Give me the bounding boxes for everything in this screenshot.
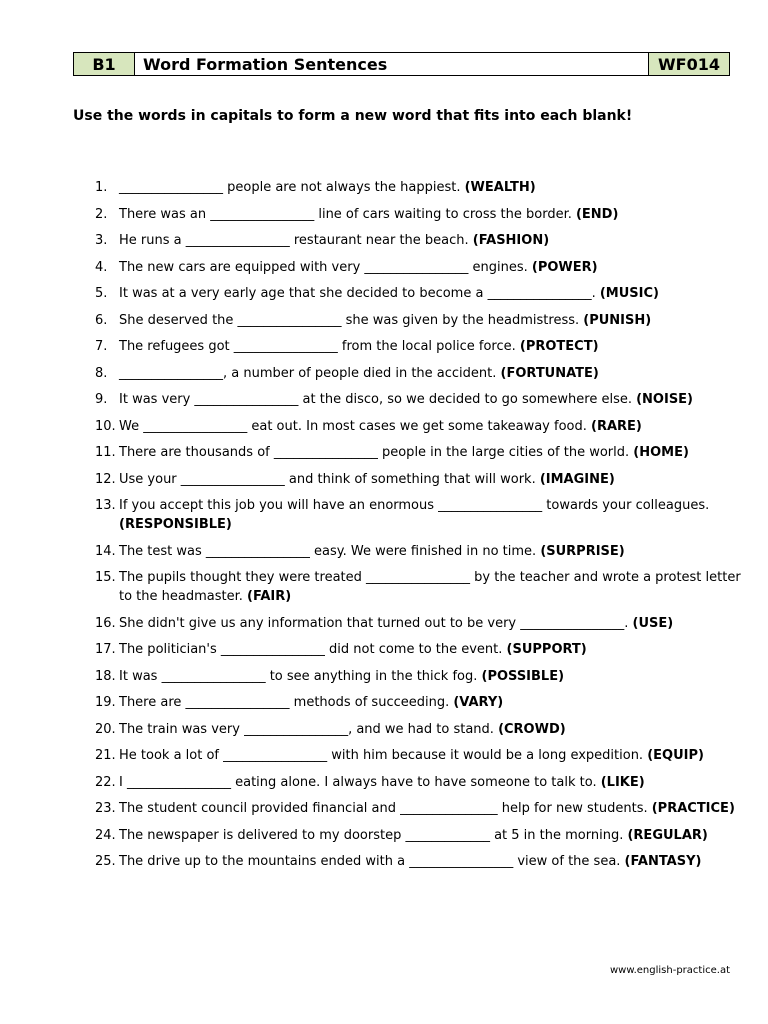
item-sentence [119, 205, 745, 224]
item-sentence [119, 693, 745, 712]
item-base-word: (PUNISH) [583, 312, 652, 328]
exercise-item [95, 337, 745, 356]
exercise-item [95, 746, 745, 765]
item-base-word: (SUPPORT) [506, 642, 587, 657]
item-base-word: (HOME) [633, 445, 689, 460]
item-sentence-text: The drive up to the mountains ended with a ________________ view of the sea. [119, 854, 625, 869]
worksheet-header [73, 52, 730, 76]
item-sentence [119, 258, 745, 277]
item-sentence [119, 390, 745, 409]
item-sentence-text: It was ________________ to see anything in the thick fog. [119, 668, 482, 684]
item-sentence-text: The new cars are equipped with very ________________ engines. [119, 259, 532, 275]
item-sentence [119, 443, 745, 462]
item-number: 10. [95, 418, 116, 434]
item-number: 5. [95, 286, 108, 301]
item-number: 17. [95, 642, 116, 657]
item-number: 22. [95, 774, 116, 790]
item-base-word: (END) [575, 206, 619, 222]
item-sentence [119, 614, 745, 633]
item-sentence-text: The politician's ________________ did not come to the event. [119, 642, 507, 657]
item-sentence [119, 311, 745, 330]
item-number: 2. [95, 206, 108, 222]
item-sentence-text: She deserved the ________________ she was given by the headmistress. [119, 312, 584, 328]
item-sentence-text: The pupils thought they were treated ________________ by the teacher and wrote a protest letter to the headmaster. [119, 570, 745, 604]
item-number: 14. [95, 543, 116, 559]
item-number: 3. [95, 233, 108, 248]
exercise-list [95, 178, 745, 879]
item-sentence-text: Use your ________________ and think of something that will work. [119, 471, 540, 487]
item-number: 24. [95, 827, 116, 843]
item-base-word: (PROTECT) [519, 339, 599, 354]
item-number: 20. [95, 721, 116, 737]
exercise-item [95, 364, 745, 383]
exercise-item [95, 178, 745, 197]
item-base-word: (USE) [632, 615, 674, 631]
exercise-item [95, 799, 745, 818]
exercise-item [95, 667, 745, 686]
item-base-word: (FANTASY) [624, 854, 702, 869]
item-base-word: (RESPONSIBLE) [119, 517, 232, 532]
item-sentence [119, 773, 745, 792]
item-number: 11. [95, 445, 116, 460]
item-sentence [119, 284, 745, 303]
item-number: 15. [95, 570, 116, 585]
item-sentence [119, 799, 745, 818]
item-sentence [119, 417, 745, 436]
exercise-item [95, 693, 745, 712]
item-sentence-text: The refugees got ________________ from the local police force. [119, 339, 520, 354]
item-sentence [119, 231, 745, 250]
item-base-word: (POWER) [531, 259, 598, 275]
item-sentence [119, 337, 745, 356]
exercise-item [95, 773, 745, 792]
item-base-word: (FAIR) [247, 589, 292, 604]
item-base-word: (WEALTH) [464, 180, 536, 195]
exercise-item [95, 568, 745, 606]
item-base-word: (MUSIC) [599, 286, 659, 301]
item-base-word: (PRACTICE) [651, 801, 735, 816]
item-number: 25. [95, 854, 116, 869]
item-sentence [119, 852, 745, 871]
level-badge: B1 [74, 53, 135, 75]
item-sentence-text: It was very ________________ at the disco, so we decided to go somewhere else. [119, 392, 637, 407]
item-sentence [119, 746, 745, 765]
item-sentence-text: There are ________________ methods of succeeding. [119, 695, 454, 710]
item-number: 18. [95, 668, 116, 684]
item-base-word: (EQUIP) [647, 748, 704, 763]
item-sentence [119, 542, 745, 561]
item-sentence [119, 640, 745, 659]
item-number: 1. [95, 180, 108, 195]
exercise-item [95, 826, 745, 845]
item-base-word: (FASHION) [472, 233, 550, 248]
worksheet-code: WF014 [648, 53, 729, 75]
item-sentence-text: He runs a ________________ restaurant near the beach. [119, 233, 473, 248]
footer-url: www.english-practice.at [609, 965, 730, 976]
item-base-word: (POSSIBLE) [481, 668, 565, 684]
exercise-item [95, 284, 745, 303]
item-base-word: (NOISE) [636, 392, 694, 407]
item-number: 8. [95, 365, 108, 381]
item-number: 13. [95, 498, 116, 513]
item-sentence-text: ________________ people are not always the happiest. [119, 180, 465, 195]
exercise-item [95, 258, 745, 277]
item-base-word: (LIKE) [600, 774, 645, 790]
worksheet-title: Word Formation Sentences [143, 54, 388, 74]
item-sentence-text: We ________________ eat out. In most cases we get some takeaway food. [119, 418, 591, 434]
item-sentence-text: The newspaper is delivered to my doorstep _____________ at 5 in the morning. [119, 827, 628, 843]
exercise-item [95, 443, 745, 462]
exercise-item [95, 852, 745, 871]
item-sentence [119, 496, 745, 534]
item-number: 4. [95, 259, 108, 275]
item-sentence-text: There was an ________________ line of cars waiting to cross the border. [119, 206, 576, 222]
exercise-item [95, 470, 745, 489]
item-sentence [119, 667, 745, 686]
item-base-word: (FORTUNATE) [500, 365, 599, 381]
exercise-item [95, 614, 745, 633]
item-sentence-text: If you accept this job you will have an enormous ________________ towards your colleagues. [119, 498, 714, 513]
item-base-word: (VARY) [453, 695, 504, 710]
item-sentence-text: I ________________ eating alone. I always have to have someone to talk to. [119, 774, 601, 790]
exercise-item [95, 231, 745, 250]
item-sentence-text: The train was very ________________, and we had to stand. [119, 721, 499, 737]
exercise-item [95, 496, 745, 534]
item-sentence [119, 470, 745, 489]
item-number: 9. [95, 392, 108, 407]
exercise-item [95, 542, 745, 561]
item-sentence-text: ________________, a number of people died in the accident. [119, 365, 501, 381]
item-number: 7. [95, 339, 108, 354]
instruction-text: Use the words in capitals to form a new word that fits into each blank! [73, 108, 633, 124]
item-number: 6. [95, 312, 108, 328]
exercise-item [95, 640, 745, 659]
item-base-word: (IMAGINE) [539, 471, 615, 487]
item-sentence-text: The student council provided financial and _______________ help for new students. [119, 801, 652, 816]
item-number: 21. [95, 748, 116, 763]
item-base-word: (CROWD) [498, 721, 566, 737]
exercise-item [95, 417, 745, 436]
exercise-item [95, 720, 745, 739]
item-sentence [119, 364, 745, 383]
item-sentence-text: She didn't give us any information that turned out to be very ________________. [119, 615, 633, 631]
item-sentence [119, 178, 745, 197]
item-number: 12. [95, 471, 116, 487]
item-sentence [119, 720, 745, 739]
item-base-word: (REGULAR) [627, 827, 708, 843]
item-number: 16. [95, 615, 116, 631]
item-sentence [119, 568, 745, 606]
item-sentence-text: The test was ________________ easy. We were finished in no time. [119, 543, 541, 559]
exercise-item [95, 205, 745, 224]
item-sentence-text: He took a lot of ________________ with him because it would be a long expedition. [119, 748, 648, 763]
item-number: 23. [95, 801, 116, 816]
item-sentence [119, 826, 745, 845]
item-number: 19. [95, 695, 116, 710]
item-sentence-text: It was at a very early age that she decided to become a ________________. [119, 286, 600, 301]
item-base-word: (SURPRISE) [540, 543, 625, 559]
item-sentence-text: There are thousands of ________________ people in the large cities of the world. [119, 445, 634, 460]
item-base-word: (RARE) [591, 418, 642, 434]
exercise-item [95, 311, 745, 330]
exercise-item [95, 390, 745, 409]
